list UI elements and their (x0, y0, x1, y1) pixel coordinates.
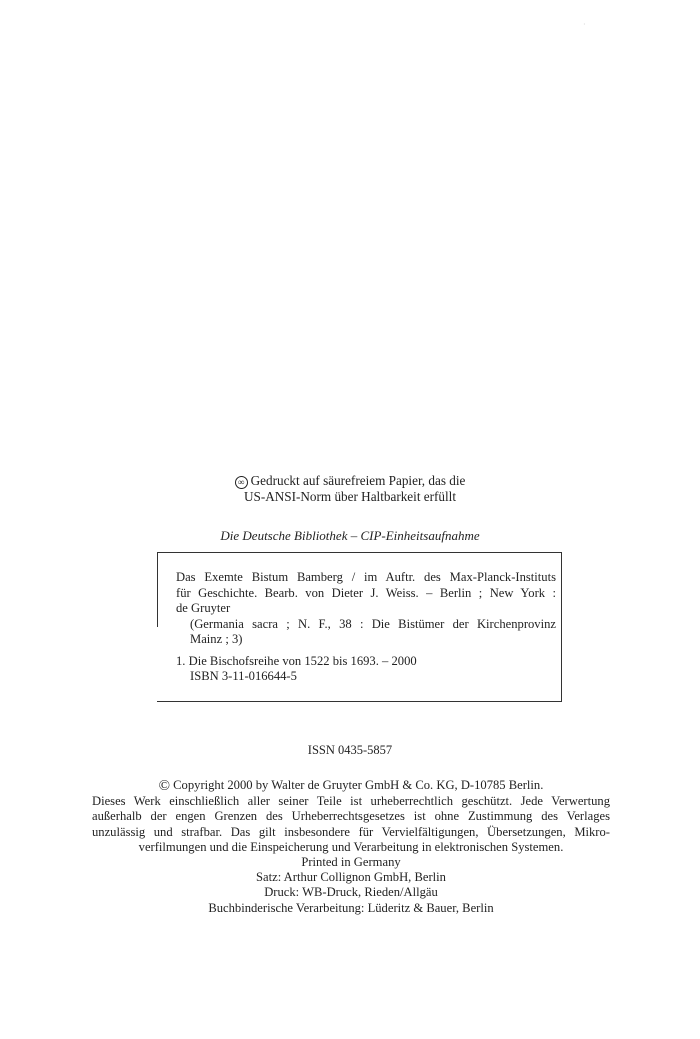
infinity-icon: ∞ (235, 476, 248, 489)
binding-credit: Buchbinderische Verarbeitung: Lüderitz & Bauer, Berlin (208, 900, 494, 915)
printed-in: Printed in Germany (301, 855, 401, 870)
copyright-text: Copyright 2000 by Walter de Gruyter GmbH & Co. KG, D-10785 Berlin. (173, 778, 544, 792)
cip-box-left-rule (157, 553, 158, 627)
cip-series-line-2: Mainz ; 3) (190, 632, 243, 646)
cip-record-text (176, 570, 556, 685)
rights-line-2: außerhalb der engen Grenzen des Urheberrechtsgesetzes ist ohne Zustimmung des Verlages (92, 809, 610, 824)
copyright-line (92, 778, 610, 794)
cip-volume-line: 1. Die Bischofsreihe von 1522 bis 1693. – 2000 (176, 653, 417, 668)
cip-line-3: de Gruyter (176, 601, 231, 615)
acid-free-paper-note (0, 473, 700, 505)
rights-line-3: unzulässig und strafbar. Das gilt insbesondere für Vervielfältigungen, Übersetzungen, Mikro- (92, 824, 610, 839)
copyright-icon: © (158, 778, 170, 794)
rights-line-1: Dieses Werk einschließlich aller seiner Teile ist urheberrechtlich geschützt. Jede Verwertung (92, 794, 610, 809)
paper-note-line-1 (0, 473, 700, 489)
issn: ISSN 0435-5857 (307, 743, 393, 757)
rights-line-4: verfilmungen und die Einspeicherung und Verarbeitung in elektronischen Systemen. (138, 839, 564, 854)
cip-heading: Die Deutsche Bibliothek – CIP-Einheitsaufnahme (220, 528, 480, 543)
cip-line-1: Das Exemte Bistum Bamberg / im Auftr. des Max-Planck-Instituts (176, 570, 556, 584)
paper-note-line-2: US-ANSI-Norm über Haltbarkeit erfüllt (243, 489, 457, 504)
cip-line-2: für Geschichte. Bearb. von Dieter J. Weiss. – Berlin ; New York : (176, 585, 556, 600)
cip-isbn: ISBN 3-11-016644-5 (190, 669, 297, 683)
cip-record-box (157, 552, 562, 702)
typesetting-credit: Satz: Arthur Collignon GmbH, Berlin (256, 870, 446, 885)
copyright-block (92, 778, 610, 916)
printing-credit: Druck: WB-Druck, Rieden/Allgäu (264, 885, 438, 900)
corner-mark: · (583, 20, 586, 29)
paper-note-text-1: Gedruckt auf säurefreiem Papier, das die (250, 473, 466, 488)
cip-series-line-1: (Germania sacra ; N. F., 38 : Die Bistümer der Kirchenprovinz (190, 616, 556, 631)
